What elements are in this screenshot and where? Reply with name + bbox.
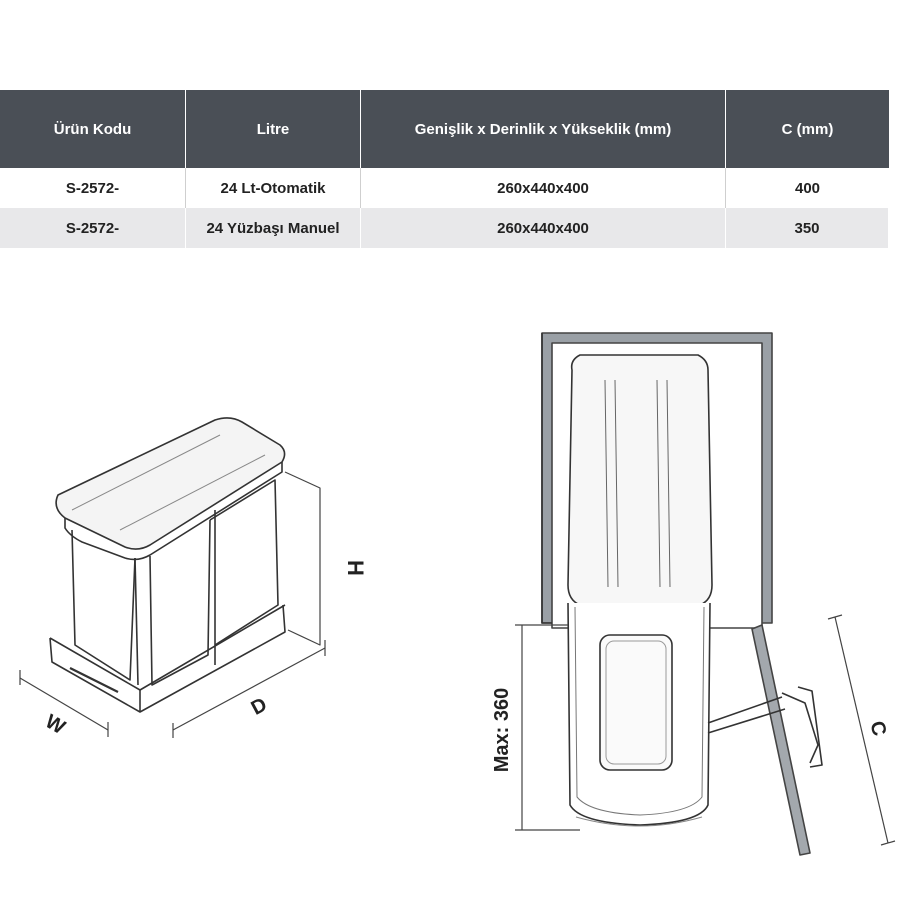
table-row [0,168,889,208]
cell-litre: 24 Yüzbaşı Manuel [186,208,361,248]
cell-product-code: S-2572- [0,168,186,208]
cell-c-mm: 350 [726,208,889,248]
table-row [0,208,889,248]
bin-isometric-svg [10,400,380,750]
header-dimensions: Genişlik x Derinlik x Yükseklik (mm) [361,90,726,168]
spec-table [0,90,889,248]
top-view-drawing [480,325,900,885]
header-litre: Litre [186,90,361,168]
table-header-row [0,90,889,168]
clearance-label: C [865,718,891,739]
cell-dimensions: 260x440x400 [361,168,726,208]
header-product-code: Ürün Kodu [0,90,186,168]
cell-dimensions: 260x440x400 [361,208,726,248]
width-label: W [41,710,69,740]
bin-isometric-drawing [10,400,380,750]
height-label: H [343,560,368,576]
top-view-svg [480,325,900,885]
cell-c-mm: 400 [794,179,821,197]
depth-label: D [247,693,271,720]
cell-product-code: S-2572- [0,208,186,248]
cell-litre: 24 Lt-Otomatik [186,168,361,208]
header-c-mm: C (mm) [726,90,889,168]
max-dimension-label: Max: 360 [491,687,513,773]
